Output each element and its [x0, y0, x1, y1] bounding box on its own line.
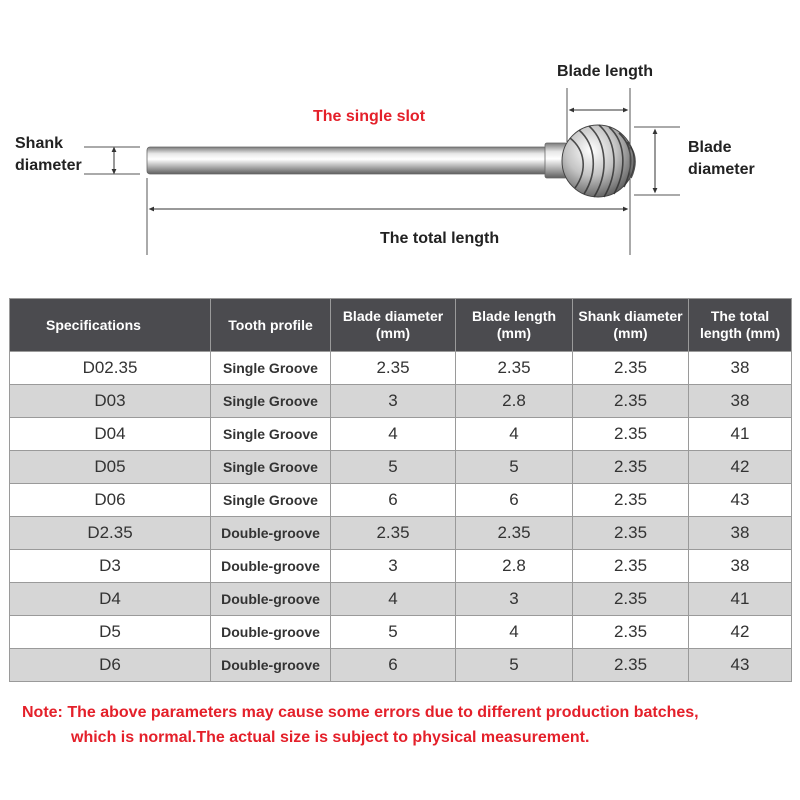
table-row — [10, 616, 792, 649]
cell-shank-diameter: 2.35 — [573, 484, 689, 517]
cell-tooth: Double-groove — [211, 550, 331, 583]
table-row — [10, 451, 792, 484]
note-line-2: which is normal.The actual size is subject to physical measurement. — [71, 729, 590, 746]
cell-total-length: 43 — [689, 649, 792, 682]
cell-tooth: Single Groove — [211, 451, 331, 484]
cell-blade-length: 2.8 — [456, 550, 573, 583]
spec-table — [9, 298, 792, 682]
cell-spec: D05 — [10, 451, 211, 484]
header-tooth-profile: Tooth profile — [211, 299, 331, 352]
table-row — [10, 484, 792, 517]
cell-blade-diameter: 4 — [331, 583, 456, 616]
cell-total-length: 41 — [689, 583, 792, 616]
header-blade-length: Blade length (mm) — [456, 299, 573, 352]
table-row — [10, 649, 792, 682]
cell-shank-diameter: 2.35 — [573, 517, 689, 550]
cell-spec: D02.35 — [10, 352, 211, 385]
cell-tooth: Double-groove — [211, 583, 331, 616]
cell-blade-length: 6 — [456, 484, 573, 517]
cell-shank-diameter: 2.35 — [573, 352, 689, 385]
table-row — [10, 385, 792, 418]
cell-blade-length: 4 — [456, 616, 573, 649]
cell-spec: D04 — [10, 418, 211, 451]
cell-blade-length: 4 — [456, 418, 573, 451]
cell-blade-diameter: 5 — [331, 616, 456, 649]
cell-total-length: 42 — [689, 616, 792, 649]
cell-total-length: 38 — [689, 352, 792, 385]
cell-spec: D4 — [10, 583, 211, 616]
blade-diameter-label: Blade diameter — [688, 139, 755, 178]
table-row — [10, 583, 792, 616]
cell-total-length: 41 — [689, 418, 792, 451]
cell-blade-diameter: 2.35 — [331, 517, 456, 550]
diagram-title: The single slot — [313, 108, 426, 125]
cell-blade-diameter: 2.35 — [331, 352, 456, 385]
cell-tooth: Single Groove — [211, 418, 331, 451]
header-specifications: Specifications — [10, 299, 211, 352]
cell-blade-length: 5 — [456, 649, 573, 682]
cell-blade-diameter: 3 — [331, 550, 456, 583]
table-row — [10, 517, 792, 550]
cell-tooth: Double-groove — [211, 517, 331, 550]
header-shank-diameter: Shank diameter (mm) — [573, 299, 689, 352]
cell-blade-diameter: 6 — [331, 649, 456, 682]
header-total-length: The total length (mm) — [689, 299, 792, 352]
blade-length-label: Blade length — [557, 63, 654, 80]
cell-blade-length: 2.8 — [456, 385, 573, 418]
cell-tooth: Double-groove — [211, 616, 331, 649]
header-blade-diameter: Blade diameter (mm) — [331, 299, 456, 352]
table-row — [10, 352, 792, 385]
cell-tooth: Single Groove — [211, 352, 331, 385]
disclaimer-note — [22, 700, 792, 750]
cell-blade-diameter: 3 — [331, 385, 456, 418]
cell-total-length: 38 — [689, 517, 792, 550]
tool-diagram — [0, 0, 800, 280]
cell-blade-length: 2.35 — [456, 517, 573, 550]
cell-shank-diameter: 2.35 — [573, 583, 689, 616]
cell-total-length: 43 — [689, 484, 792, 517]
cell-blade-diameter: 4 — [331, 418, 456, 451]
cell-blade-length: 2.35 — [456, 352, 573, 385]
shank-diameter-label: Shank diameter — [15, 135, 82, 174]
cell-blade-diameter: 6 — [331, 484, 456, 517]
cell-shank-diameter: 2.35 — [573, 649, 689, 682]
cell-spec: D6 — [10, 649, 211, 682]
note-line-1: Note: The above parameters may cause some errors due to different production batches, — [22, 704, 699, 721]
cell-spec: D06 — [10, 484, 211, 517]
cell-shank-diameter: 2.35 — [573, 418, 689, 451]
cell-blade-diameter: 5 — [331, 451, 456, 484]
cell-blade-length: 5 — [456, 451, 573, 484]
cell-total-length: 38 — [689, 385, 792, 418]
cell-blade-length: 3 — [456, 583, 573, 616]
cell-shank-diameter: 2.35 — [573, 550, 689, 583]
cell-spec: D03 — [10, 385, 211, 418]
cell-tooth: Single Groove — [211, 484, 331, 517]
table-header-row — [10, 299, 792, 352]
cell-total-length: 38 — [689, 550, 792, 583]
cell-shank-diameter: 2.35 — [573, 616, 689, 649]
cell-tooth: Single Groove — [211, 385, 331, 418]
cell-tooth: Double-groove — [211, 649, 331, 682]
cell-total-length: 42 — [689, 451, 792, 484]
cell-spec: D5 — [10, 616, 211, 649]
cell-spec: D2.35 — [10, 517, 211, 550]
cell-shank-diameter: 2.35 — [573, 385, 689, 418]
total-length-label: The total length — [380, 230, 500, 247]
cell-spec: D3 — [10, 550, 211, 583]
cell-shank-diameter: 2.35 — [573, 451, 689, 484]
table-row — [10, 550, 792, 583]
table-row — [10, 418, 792, 451]
